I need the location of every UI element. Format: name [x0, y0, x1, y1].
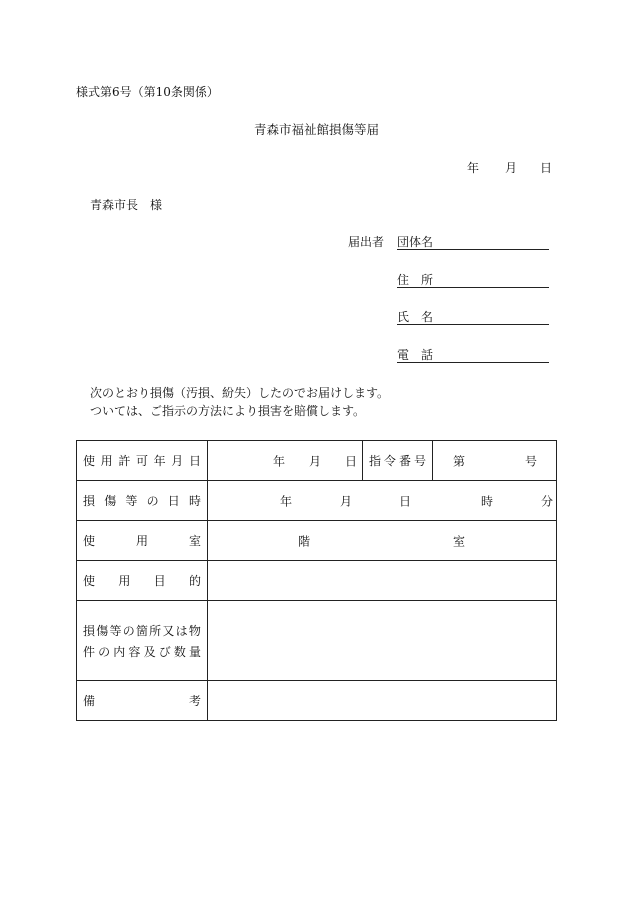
date-year: 年 — [467, 161, 480, 175]
input-permit-date[interactable] — [208, 441, 363, 481]
label-char: 所 — [149, 623, 162, 638]
field-name-label: 氏 名 — [397, 310, 434, 324]
label-char: 日 — [167, 494, 180, 508]
damage-month: 月 — [340, 494, 353, 508]
page-title: 青森市福祉館損傷等届 — [254, 122, 380, 137]
row-purpose — [77, 561, 557, 601]
label-char: 容 — [128, 644, 141, 659]
row-room — [77, 521, 557, 561]
row-permit-date — [77, 441, 557, 481]
field-phone-label: 電 話 — [397, 348, 434, 362]
field-address-line[interactable] — [397, 287, 549, 288]
date-month: 月 — [505, 161, 518, 175]
row-damage-datetime — [77, 481, 557, 521]
input-remarks[interactable] — [208, 681, 557, 721]
field-name-line[interactable] — [397, 324, 549, 325]
label-char: 傷 — [104, 494, 117, 508]
label-char: 許 — [118, 454, 131, 468]
row-damage-details — [77, 601, 557, 681]
damage-hour: 時 — [481, 494, 494, 508]
label-char: 目 — [153, 574, 166, 588]
label-char: 可 — [135, 454, 148, 468]
label-order-number — [363, 441, 433, 481]
label-char: 物 — [188, 623, 201, 638]
label-char: は — [175, 623, 188, 638]
label-purpose — [77, 561, 208, 601]
label-char: び — [158, 644, 171, 659]
body-text-line2: ついては、ご指示の方法により損害を賠償します。 — [90, 404, 366, 418]
label-char: の — [98, 644, 111, 659]
label-char: 量 — [188, 644, 201, 659]
label-char: 時 — [188, 494, 201, 508]
damage-day: 日 — [399, 494, 412, 508]
room-room: 室 — [453, 534, 466, 548]
damage-minute: 分 — [541, 494, 554, 508]
label-char: の — [146, 494, 159, 508]
label-char: 室 — [188, 534, 201, 548]
label-char: 件 — [83, 644, 96, 659]
label-char: 損 — [83, 494, 96, 508]
label-char: 用 — [100, 454, 113, 468]
permit-year: 年 — [273, 454, 286, 468]
label-char: 番 — [398, 454, 411, 468]
label-char: の — [122, 623, 135, 638]
label-room — [77, 521, 208, 561]
label-char: 数 — [173, 644, 186, 659]
label-damage-datetime — [77, 481, 208, 521]
label-char: 用 — [118, 574, 131, 588]
label-char: 内 — [113, 644, 126, 659]
input-room[interactable] — [208, 521, 557, 561]
room-floor: 階 — [298, 534, 311, 548]
label-char: 損 — [83, 623, 96, 638]
row-remarks — [77, 681, 557, 721]
label-char: 日 — [188, 454, 201, 468]
label-char: 月 — [171, 454, 184, 468]
label-char: 的 — [188, 574, 201, 588]
form-number: 様式第6号（第10条関係） — [76, 85, 219, 99]
label-char: 指 — [369, 454, 382, 468]
label-char: 号 — [413, 454, 426, 468]
input-purpose[interactable] — [208, 561, 557, 601]
body-text-line1: 次のとおり損傷（汚損、紛失）したのでお届けします。 — [90, 386, 390, 400]
input-damage-datetime[interactable] — [208, 481, 557, 521]
addressee: 青森市長 様 — [90, 198, 163, 212]
label-char: 用 — [135, 534, 148, 548]
label-char: 備 — [83, 694, 96, 708]
label-char: 等 — [125, 494, 138, 508]
label-damage-details — [77, 601, 208, 681]
damage-year: 年 — [280, 494, 293, 508]
input-order-number[interactable] — [433, 441, 557, 481]
applicant-label: 届出者 — [348, 235, 385, 249]
label-char: 使 — [83, 534, 96, 548]
input-damage-details[interactable] — [208, 601, 557, 681]
permit-day: 日 — [345, 454, 358, 468]
label-char: 考 — [188, 694, 201, 708]
label-char: 年 — [153, 454, 166, 468]
label-char: 及 — [143, 644, 156, 659]
field-group-name-line[interactable] — [397, 249, 549, 250]
label-char: 箇 — [135, 623, 148, 638]
date-day: 日 — [540, 161, 553, 175]
label-char: 使 — [83, 454, 96, 468]
label-char: 使 — [83, 574, 96, 588]
label-char: 傷 — [96, 623, 109, 638]
field-address-label: 住 所 — [397, 273, 434, 287]
damage-report-table — [76, 440, 557, 721]
label-char: 令 — [383, 454, 396, 468]
field-group-name-label: 団体名 — [397, 235, 434, 249]
permit-month: 月 — [309, 454, 322, 468]
label-char: 等 — [109, 623, 122, 638]
order-suffix: 号 — [525, 454, 538, 468]
order-prefix: 第 — [453, 454, 466, 468]
field-phone-line[interactable] — [397, 362, 549, 363]
label-permit-date — [77, 441, 208, 481]
label-remarks — [77, 681, 208, 721]
label-char: 又 — [162, 623, 175, 638]
